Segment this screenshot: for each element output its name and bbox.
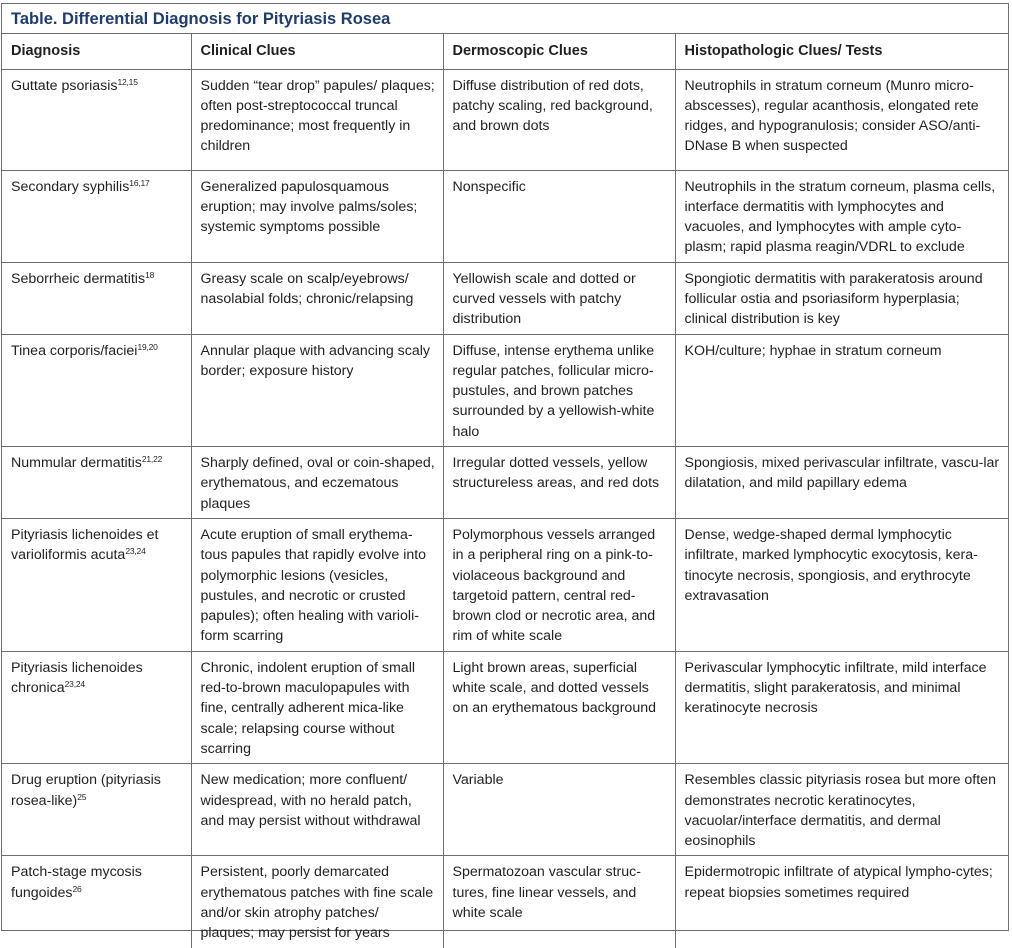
- table-row: [2, 170, 1008, 262]
- cell-dermoscopic-clues: Diffuse distribution of red dots, patchy scaling, red background, and brown dots: [443, 69, 675, 170]
- reference-superscript: 21,22: [141, 454, 163, 465]
- table-row: [2, 651, 1008, 763]
- cell-histopathologic-clues: KOH/culture; hyphae in stratum corneum: [675, 334, 1008, 446]
- diagnosis-name: Guttate psoriasis: [11, 77, 118, 94]
- cell-clinical-clues: Sudden “tear drop” papules/ plaques; often post-streptococcal truncal predominance; most frequently in children: [191, 69, 443, 170]
- cell-histopathologic-clues: Spongiotic dermatitis with parakeratosis around follicular ostia and psoriasiform hyperplasia; clinical distribution is key: [675, 262, 1008, 334]
- diagnosis-name: Patch-stage mycosis fungoides: [11, 864, 142, 901]
- differential-diagnosis-table-container: [1, 3, 1009, 942]
- reference-superscript: 25: [77, 791, 87, 802]
- cell-histopathologic-clues: Spongiosis, mixed perivascular infiltrate, vascu-lar dilatation, and mild papillary edema: [675, 447, 1008, 519]
- reference-superscript: 23,24: [125, 546, 146, 557]
- column-header-dermoscopic-clues: Dermoscopic Clues: [443, 34, 675, 69]
- cell-dermoscopic-clues: Diffuse, intense erythema unlike regular patches, follicular micro-pustules, and brown patches surrounded by a yellowish-white halo: [443, 334, 675, 446]
- cell-dermoscopic-clues: Yellowish scale and dotted or curved vessels with patchy distribution: [443, 262, 675, 334]
- cell-clinical-clues: New medication; more confluent/ widespread, with no herald patch, and may persist without withdrawal: [191, 764, 443, 856]
- table-row: [2, 262, 1008, 334]
- diagnosis-name: Seborrheic dermatitis: [11, 270, 146, 287]
- table-body: [2, 69, 1008, 948]
- cell-histopathologic-clues: Dense, wedge-shaped dermal lymphocytic infiltrate, marked lymphocytic exocytosis, kera-tinocyte necrosis, spongiosis, and erythrocyte extravasation: [675, 518, 1008, 651]
- column-header-diagnosis: Diagnosis: [2, 34, 191, 69]
- diagnosis-name: Secondary syphilis: [11, 178, 130, 195]
- reference-superscript: 12,15: [117, 76, 138, 87]
- column-header-histopathologic-clues: Histopathologic Clues/ Tests: [675, 34, 1008, 69]
- diagnosis-name: Pityriasis lichenoides et varioliformis acuta: [11, 526, 159, 564]
- reference-superscript: 16,17: [129, 177, 150, 188]
- diagnosis-name: Pityriasis lichenoides chronica: [11, 659, 143, 697]
- table-row: [2, 334, 1008, 446]
- cell-dermoscopic-clues: Nonspecific: [443, 170, 675, 262]
- reference-superscript: 23,24: [64, 679, 85, 690]
- cell-dermoscopic-clues: Irregular dotted vessels, yellow structureless areas, and red dots: [443, 447, 675, 519]
- cell-diagnosis: [2, 334, 191, 446]
- reference-superscript: 26: [72, 883, 82, 894]
- diagnosis-name: Tinea corporis/faciei: [11, 342, 138, 359]
- cell-clinical-clues: Acute eruption of small erythema-tous papules that rapidly evolve into polymorphic lesions (vesicles, pustules, and necrotic or crusted papules); often healing with varioli-form scarring: [191, 518, 443, 651]
- reference-superscript: 19,20: [137, 341, 158, 352]
- cell-dermoscopic-clues: Light brown areas, superficial white scale, and dotted vessels on an erythematous background: [443, 651, 675, 763]
- cell-histopathologic-clues: Neutrophils in the stratum corneum, plasma cells, interface dermatitis with lymphocytes and vacuoles, and lymphocytes with ample cyto-plasm; rapid plasma reagin/VDRL to exclude: [675, 170, 1008, 262]
- table-row: [2, 518, 1008, 651]
- cell-diagnosis: [2, 651, 191, 763]
- diagnosis-name: Drug eruption (pityriasis rosea-like): [11, 772, 161, 809]
- cell-clinical-clues: Annular plaque with advancing scaly border; exposure history: [191, 334, 443, 446]
- differential-diagnosis-table: [2, 34, 1008, 948]
- cell-diagnosis: [2, 447, 191, 519]
- cell-clinical-clues: Sharply defined, oval or coin-shaped, erythematous, and eczematous plaques: [191, 447, 443, 519]
- column-header-clinical-clues: Clinical Clues: [191, 34, 443, 69]
- cell-histopathologic-clues: Epidermotropic infiltrate of atypical lympho-cytes; repeat biopsies sometimes required: [675, 856, 1008, 948]
- cell-diagnosis: [2, 170, 191, 262]
- cell-diagnosis: [2, 764, 191, 856]
- reference-superscript: 18: [145, 269, 155, 280]
- cell-histopathologic-clues: Neutrophils in stratum corneum (Munro micro-abscesses), regular acanthosis, elongated rete ridges, and hypogranulosis; consider ASO/anti-DNase B when suspected: [675, 69, 1008, 170]
- cell-dermoscopic-clues: Polymorphous vessels arranged in a peripheral ring on a pink-to-violaceous background and targetoid pattern, central red-brown clod or necrotic area, and rim of white scale: [443, 518, 675, 651]
- cell-clinical-clues: Generalized papulosquamous eruption; may involve palms/soles; systemic symptoms possible: [191, 170, 443, 262]
- cell-clinical-clues: Greasy scale on scalp/eyebrows/ nasolabial folds; chronic/relapsing: [191, 262, 443, 334]
- cell-histopathologic-clues: Perivascular lymphocytic infiltrate, mild interface dermatitis, slight parakeratosis, and minimal keratinocyte necrosis: [675, 651, 1008, 763]
- cell-diagnosis: [2, 262, 191, 334]
- diagnosis-name: Nummular dermatitis: [11, 455, 142, 472]
- table-header-row: [2, 34, 1008, 69]
- cell-histopathologic-clues: Resembles classic pityriasis rosea but more often demonstrates necrotic keratinocytes, vacuolar/interface dermatitis, and dermal eosinophils: [675, 764, 1008, 856]
- cell-dermoscopic-clues: Variable: [443, 764, 675, 856]
- table-row: [2, 447, 1008, 519]
- table-title: Table. Differential Diagnosis for Pityriasis Rosea: [2, 4, 1008, 34]
- table-row: [2, 69, 1008, 170]
- cell-diagnosis: [2, 69, 191, 170]
- cell-diagnosis: [2, 518, 191, 651]
- cell-dermoscopic-clues: Spermatozoan vascular struc-tures, fine linear vessels, and white scale: [443, 856, 675, 948]
- cell-clinical-clues: Persistent, poorly demarcated erythematous patches with fine scale and/or skin atrophy patches/ plaques; may persist for years: [191, 856, 443, 948]
- table-row: [2, 764, 1008, 856]
- cell-clinical-clues: Chronic, indolent eruption of small red-to-brown maculopapules with fine, centrally adherent mica-like scale; relapsing course without scarring: [191, 651, 443, 763]
